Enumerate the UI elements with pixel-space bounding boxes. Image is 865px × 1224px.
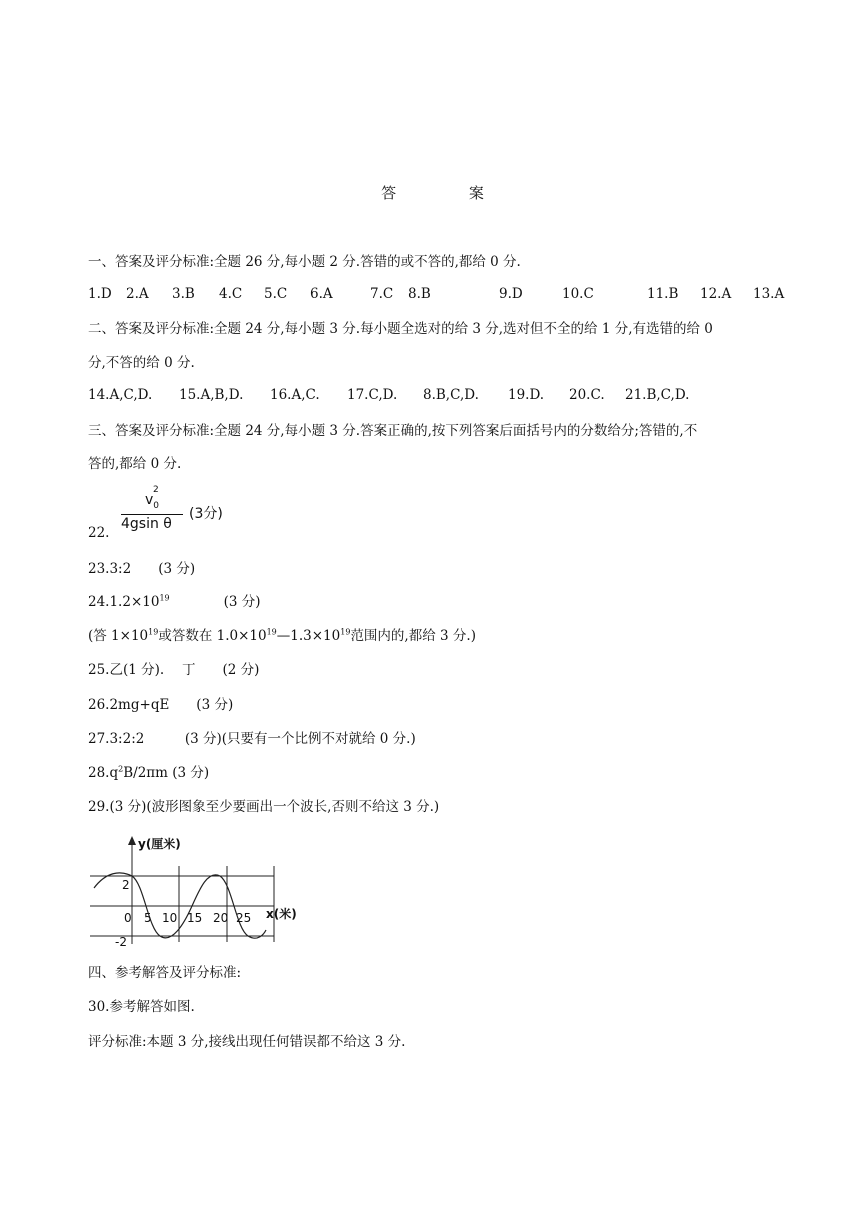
- section1-header: 一、答案及评分标准:全题 26 分,每小题 2 分.答错的或不答的,都给 0 分.: [88, 254, 521, 270]
- x-tick-5: 5: [144, 911, 152, 925]
- answer-item: 10.C: [562, 286, 594, 302]
- q29-answer: 29.(3 分)(波形图象至少要画出一个波长,否则不给这 3 分.): [88, 799, 440, 815]
- section3-header-line1: 三、答案及评分标准:全题 24 分,每小题 3 分.答案正确的,按下列答案后面括号内的分数给分;答错的,不: [88, 423, 698, 439]
- q22-points: (3分): [189, 506, 223, 522]
- answer-item: 8.B,C,D.: [423, 387, 479, 403]
- answer-item: 19.D.: [508, 387, 545, 403]
- answer-item: 3.B: [172, 286, 195, 302]
- q22-label: 22.: [88, 525, 110, 541]
- title-char-2: 案: [468, 184, 484, 202]
- x-tick-20: 20: [213, 911, 229, 925]
- q27-answer: 27.3:2:2 (3 分)(只要有一个比例不对就给 0 分.): [88, 731, 416, 747]
- answer-item: 5.C: [264, 286, 288, 302]
- q24-note: (答 $1\times 10^{19}$或答数在 $1.0\times 10^{19}—1.3\times 10^{19}$范围内的,都给 3 分.): [88, 627, 476, 644]
- answer-item: 15.A,B,D.: [179, 387, 244, 403]
- answer-item: 7.C: [370, 286, 394, 302]
- section2-answers: [88, 387, 788, 407]
- title-char-1: 答: [381, 184, 397, 202]
- y-axis-label: y(厘米): [138, 837, 181, 851]
- q25-answer: 25.乙(1 分). 丁 (2 分): [88, 662, 260, 678]
- answer-item: 17.C,D.: [347, 387, 398, 403]
- y-tick-minus2: -2: [115, 935, 127, 949]
- answer-item: 8.B: [408, 286, 431, 302]
- x-axis-label: x(米): [266, 907, 297, 921]
- q22-formula: [117, 485, 237, 542]
- q30-answer: 30.参考解答如图.: [88, 999, 195, 1015]
- section3-header-line2: 答的,都给 0 分.: [88, 456, 182, 472]
- answer-item: 12.A: [700, 286, 732, 302]
- answer-item: 1.D: [88, 286, 112, 302]
- x-tick-15: 15: [187, 911, 203, 925]
- q28-answer: $28.q^2B/2\pi m$ (3 分): [88, 764, 210, 781]
- x-tick-10: 10: [162, 911, 178, 925]
- answer-item: 21.B,C,D.: [625, 387, 690, 403]
- answer-item: 13.A: [753, 286, 785, 302]
- answer-item: 4.C: [219, 286, 243, 302]
- answer-item: 9.D: [499, 286, 523, 302]
- answer-item: 20.C.: [569, 387, 605, 403]
- x-tick-0: 0: [124, 911, 132, 925]
- q24-answer: $24.1.2\times 10^{19}$ (3 分): [88, 593, 261, 610]
- section4-header: 四、参考解答及评分标准:: [88, 965, 242, 981]
- answer-item: 16.A,C.: [270, 387, 320, 403]
- answer-item: 6.A: [310, 286, 333, 302]
- answer-item: 11.B: [647, 286, 679, 302]
- section2-header-line2: 分,不答的给 0 分.: [88, 355, 195, 371]
- answer-item: 2.A: [126, 286, 149, 302]
- page-title: [0, 182, 865, 203]
- x-tick-25: 25: [236, 911, 252, 925]
- section2-header-line1: 二、答案及评分标准:全题 24 分,每小题 3 分.每小题全选对的给 3 分,选对但不全的给 1 分,有选错的给 0: [88, 321, 713, 337]
- y-tick-2: 2: [122, 878, 130, 892]
- answer-item: 14.A,C,D.: [88, 387, 153, 403]
- q22-denominator: 4gsin θ: [121, 516, 172, 532]
- q22-numerator: v 2 $_0$: [145, 485, 160, 511]
- q30-criteria: 评分标准:本题 3 分,接线出现任何错误都不给这 3 分.: [88, 1034, 406, 1050]
- q26-answer: 26.2mg+qE (3 分): [88, 697, 234, 713]
- wave-graph: [86, 832, 316, 950]
- fraction-bar: [121, 514, 183, 515]
- q23-answer: 23.3:2 (3 分): [88, 561, 196, 577]
- y-axis-arrow-icon: [128, 836, 136, 845]
- section1-answers: [88, 286, 788, 306]
